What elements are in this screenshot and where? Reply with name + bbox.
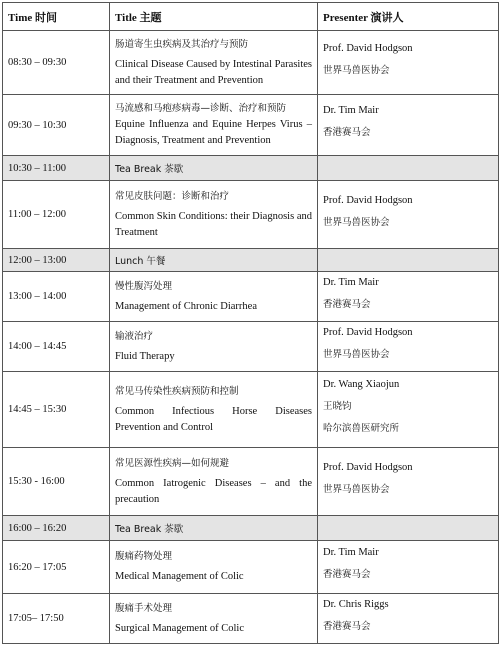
session-row [3,541,499,594]
presenter-org: 世界马兽医协会 [323,64,390,76]
session-time: 11:00 – 12:00 [3,181,110,249]
session-title-en: Equine Influenza and Equine Herpes Virus – Diagnosis, Treatment and Prevention [115,119,312,146]
presenter-name: Dr. Tim Mair [323,276,379,288]
session-time: 16:20 – 17:05 [3,541,110,594]
header-title: Title 主题 [110,3,318,31]
break-label-text: Lunch 午餐 [115,256,166,267]
presenter-name: Prof. David Hodgson [323,42,413,54]
session-title [110,541,318,594]
session-title-en: Common Iatrogenic Diseases – and the precaution [115,477,312,505]
session-title [110,594,318,644]
session-title [110,95,318,156]
session-title-zh: 腹痛手术处理 [115,602,173,614]
presenter-name: Dr. Tim Mair [323,105,379,116]
session-title-en: Common Infectious Horse Diseases Prevention and Control [115,405,312,433]
session-presenter [318,322,499,372]
session-title-en: Medical Management of Colic [115,571,244,582]
schedule-table [2,2,499,644]
session-title-zh: 马流感和马疱疹病毒—诊断、治疗和预防 [115,103,287,114]
presenter-org: 世界马兽医协会 [323,216,390,228]
session-time: 17:05– 17:50 [3,594,110,644]
session-presenter [318,31,499,95]
break-presenter-empty [318,249,499,272]
presenter-name-zh: 王晓钧 [323,400,352,412]
presenter-name: Dr. Tim Mair [323,547,379,558]
break-time: 12:00 – 13:00 [3,249,110,272]
header-presenter: Presenter 演讲人 [318,3,499,31]
session-title [110,322,318,372]
session-presenter [318,448,499,516]
presenter-name: Prof. David Hodgson [323,326,413,338]
session-title [110,372,318,448]
session-title-en: Surgical Management of Colic [115,622,244,634]
break-label [110,516,318,541]
session-title-zh: 常见医源性疾病—如何规避 [115,457,230,469]
session-time: 14:45 – 15:30 [3,372,110,448]
session-time: 08:30 – 09:30 [3,31,110,95]
session-title-en: Management of Chronic Diarrhea [115,300,257,312]
session-row [3,31,499,95]
session-row [3,372,499,448]
presenter-org: 香港赛马会 [323,298,371,310]
session-row [3,594,499,644]
session-time: 09:30 – 10:30 [3,95,110,156]
session-title-en: Clinical Disease Caused by Intestinal Parasites and their Treatment and Prevention [115,58,312,86]
presenter-org: 世界马兽医协会 [323,483,390,495]
session-title [110,448,318,516]
session-title-zh: 常见马传染性疾病预防和控制 [115,385,239,397]
session-title-zh: 慢性腹泻处理 [115,280,173,292]
session-presenter [318,541,499,594]
session-row [3,95,499,156]
break-row [3,516,499,541]
session-row [3,448,499,516]
session-title [110,272,318,322]
break-time: 10:30 – 11:00 [3,156,110,181]
session-presenter [318,95,499,156]
header-time: Time 时间 [3,3,110,31]
break-presenter-empty [318,156,499,181]
session-title-en: Common Skin Conditions: their Diagnosis and Treatment [115,210,312,238]
break-label [110,249,318,272]
session-title-en: Fluid Therapy [115,350,175,362]
session-row [3,322,499,372]
presenter-org: 哈尔滨兽医研究所 [323,422,400,434]
header-row [3,3,499,31]
break-label-text: Tea Break 茶歇 [115,164,184,175]
presenter-org: 香港赛马会 [323,569,371,580]
presenter-name: Dr. Wang Xiaojun [323,378,400,390]
session-row [3,272,499,322]
break-label [110,156,318,181]
session-presenter [318,372,499,448]
presenter-name: Prof. David Hodgson [323,461,413,473]
presenter-org: 香港赛马会 [323,620,371,632]
break-presenter-empty [318,516,499,541]
break-row [3,156,499,181]
session-title-zh: 腹痛药物处理 [115,551,173,562]
break-row [3,249,499,272]
session-time: 14:00 – 14:45 [3,322,110,372]
session-presenter [318,272,499,322]
session-time: 13:00 – 14:00 [3,272,110,322]
session-title [110,181,318,249]
session-presenter [318,594,499,644]
presenter-name: Prof. David Hodgson [323,194,413,206]
session-row [3,181,499,249]
session-title [110,31,318,95]
break-label-text: Tea Break 茶歇 [115,524,184,535]
session-time: 15:30 - 16:00 [3,448,110,516]
session-presenter [318,181,499,249]
session-title-zh: 输液治疗 [115,330,154,342]
session-title-zh: 常见皮肤问题：诊断和治疗 [115,190,230,202]
break-time: 16:00 – 16:20 [3,516,110,541]
presenter-org: 香港赛马会 [323,127,371,138]
presenter-org: 世界马兽医协会 [323,348,390,360]
session-title-zh: 肠道寄生虫疾病及其治疗与预防 [115,38,249,50]
presenter-name: Dr. Chris Riggs [323,598,389,610]
